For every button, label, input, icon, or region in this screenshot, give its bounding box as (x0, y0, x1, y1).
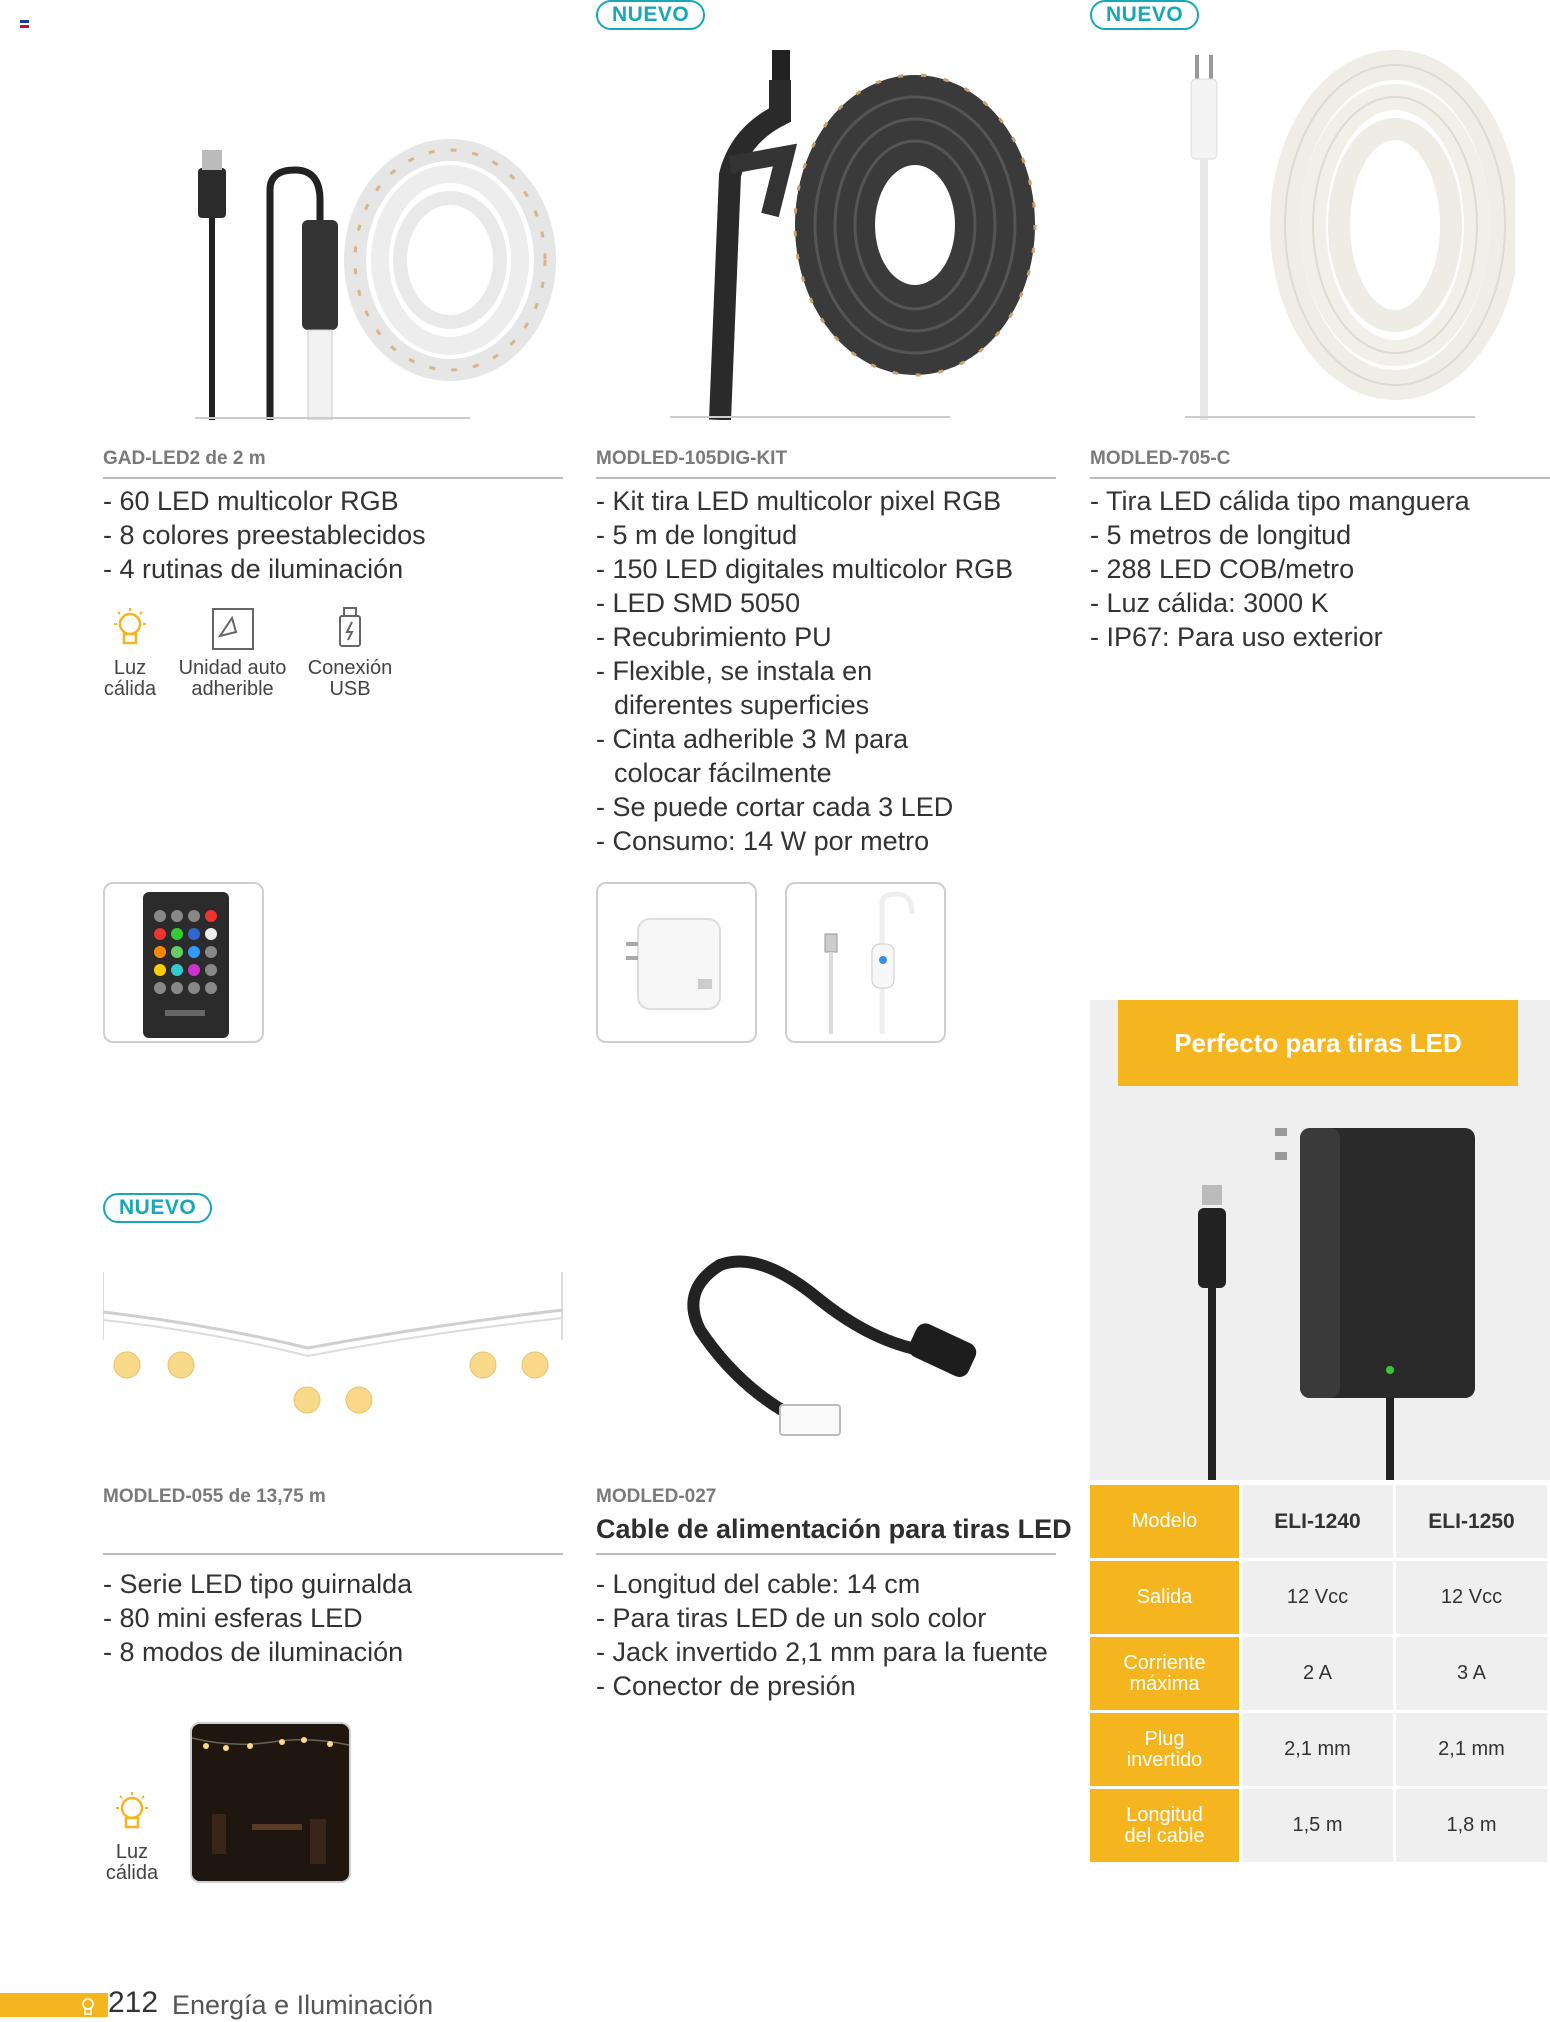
feature-item: - Para tiras LED de un solo color (596, 1603, 987, 1633)
usb-feature: Conexión USB (302, 606, 398, 700)
bulb-icon (110, 606, 150, 652)
feature-item: - 288 LED COB/metro (1090, 554, 1355, 584)
spec-header: Salida (1090, 1561, 1242, 1634)
spec-value: 2,1 mm (1396, 1713, 1550, 1786)
thumbnail-usb-controller (785, 882, 946, 1043)
feature-item: - IP67: Para uso exterior (1090, 622, 1383, 652)
spec-value: 2,1 mm (1242, 1713, 1396, 1786)
bulb-icon (112, 1790, 152, 1836)
product-image-modled-705-c (1185, 45, 1515, 420)
spec-header: Corriente máxima (1090, 1637, 1242, 1710)
spec-value: ELI-1250 (1396, 1485, 1550, 1558)
warm-light-feature: Luz cálida (100, 1790, 164, 1884)
adhesive-icon (210, 606, 256, 652)
divider (103, 1553, 563, 1555)
feature-item: - 60 LED multicolor RGB (103, 486, 399, 516)
feature-list (103, 484, 426, 586)
bulb-icon (76, 1994, 100, 2018)
product-subtitle: Cable de alimentación para tiras LED (596, 1514, 1072, 1544)
spec-row (1090, 1485, 1550, 1558)
feature-item: - Recubrimiento PU (596, 622, 832, 652)
feature-item: - Conector de presión (596, 1671, 856, 1701)
power-adapter-image (1160, 1120, 1490, 1480)
divider (596, 1553, 1056, 1555)
usb-icon (335, 606, 365, 652)
feature-list (596, 484, 1013, 858)
feature-item: - Se puede cortar cada 3 LED (596, 792, 954, 822)
product-model: MODLED-027 (596, 1486, 717, 1507)
divider (596, 477, 1056, 479)
spec-table (1090, 1482, 1550, 1865)
product-model: GAD-LED2 de 2 m (103, 448, 266, 469)
thumbnail-remote (103, 882, 264, 1043)
feature-item: - 5 m de longitud (596, 520, 798, 550)
flag-icon (20, 20, 29, 28)
spec-value: 1,5 m (1242, 1789, 1396, 1862)
product-model: MODLED-705-C (1090, 448, 1231, 469)
product-image-modled-105dig-kit (670, 45, 1050, 420)
product-image-modled-027 (680, 1250, 1000, 1460)
feature-item: - 8 colores preestablecidos (103, 520, 426, 550)
spec-value: 12 Vcc (1242, 1561, 1396, 1634)
feature-list (103, 1567, 412, 1669)
page-number: 212 (108, 1986, 159, 2019)
product-image-modled-055 (103, 1270, 563, 1430)
spec-header: Modelo (1090, 1485, 1242, 1558)
spec-row (1090, 1637, 1550, 1710)
feature-item: - 8 modos de iluminación (103, 1637, 404, 1667)
feature-item: - LED SMD 5050 (596, 588, 801, 618)
spec-value: 2 A (1242, 1637, 1396, 1710)
adhesive-feature: Unidad auto adherible (175, 606, 290, 700)
spec-row (1090, 1713, 1550, 1786)
feature-list (1090, 484, 1470, 654)
section-title: Energía e Iluminación (172, 1990, 434, 2020)
feature-list (596, 1567, 1048, 1703)
promo-banner: Perfecto para tiras LED (1118, 1000, 1518, 1086)
feature-item: - Kit tira LED multicolor pixel RGB (596, 486, 1002, 516)
spec-header: Longitud del cable (1090, 1789, 1242, 1862)
feature-item: - Serie LED tipo guirnalda (103, 1569, 413, 1599)
divider (103, 477, 563, 479)
product-model: MODLED-105DIG-KIT (596, 448, 788, 469)
spec-header: Plug invertido (1090, 1713, 1242, 1786)
new-badge: NUEVO (1090, 0, 1199, 30)
thumbnail-usb-charger (596, 882, 757, 1043)
spec-value: ELI-1240 (1242, 1485, 1396, 1558)
new-badge: NUEVO (103, 1193, 212, 1223)
spec-value: 1,8 m (1396, 1789, 1550, 1862)
spec-value: 12 Vcc (1396, 1561, 1550, 1634)
spec-value: 3 A (1396, 1637, 1550, 1710)
new-badge: NUEVO (596, 0, 705, 30)
feature-item: - 5 metros de longitud (1090, 520, 1352, 550)
feature-item: - 80 mini esferas LED (103, 1603, 363, 1633)
feature-item: colocar fácilmente (614, 758, 832, 788)
spec-row (1090, 1561, 1550, 1634)
feature-item: - Cinta adherible 3 M para (596, 724, 909, 754)
footer-accent-bar (0, 1993, 108, 2017)
divider (1090, 477, 1550, 479)
feature-item: - 150 LED digitales multicolor RGB (596, 554, 1014, 584)
feature-item: - Jack invertido 2,1 mm para la fuente (596, 1637, 1048, 1667)
feature-item: - Tira LED cálida tipo manguera (1090, 486, 1470, 516)
spec-row (1090, 1789, 1550, 1862)
feature-item: - 4 rutinas de iluminación (103, 554, 404, 584)
warm-light-feature: Luz cálida (98, 606, 162, 700)
feature-item: - Flexible, se instala en (596, 656, 873, 686)
product-model: MODLED-055 de 13,75 m (103, 1486, 326, 1507)
feature-item: - Longitud del cable: 14 cm (596, 1569, 921, 1599)
product-image-gad-led2 (180, 120, 560, 420)
feature-item: - Consumo: 14 W por metro (596, 826, 930, 856)
feature-item: diferentes superficies (614, 690, 870, 720)
thumbnail-garland-scene (190, 1722, 351, 1883)
feature-item: - Luz cálida: 3000 K (1090, 588, 1329, 618)
